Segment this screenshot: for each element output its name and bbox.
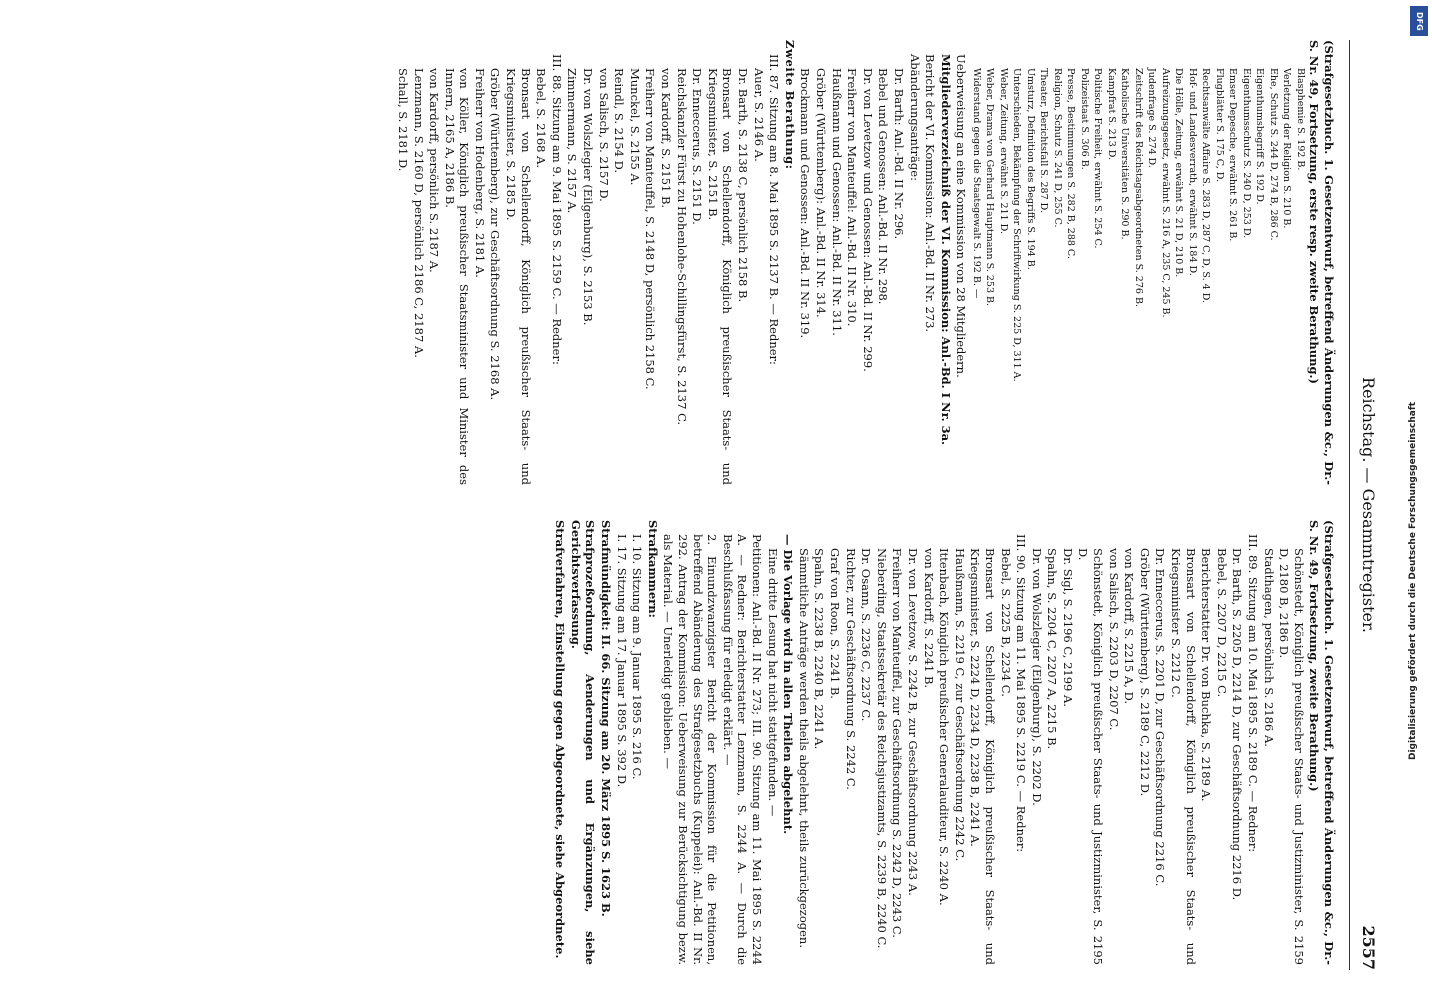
index-entry: Politische Freiheit, erwähnt S. 254 C. (1092, 68, 1104, 249)
page-number: 2557 (1359, 925, 1378, 970)
index-entry: Reichskanzler Fürst zu Hohenlohe-Schillingsfürst, S. 2137 C. (674, 68, 689, 426)
index-entry: Dr. von Levetzow, S. 2242 B, zur Geschäftsordnung 2243 A. (905, 548, 920, 896)
index-entry: Bebel, S. 2168 A. (534, 68, 549, 169)
index-entry: Schall, S. 2181 D. (395, 68, 410, 172)
index-entry: Bronsart von Schellendorff, Königlich preußischer Staats- und Kriegsminister, S. 2224 D, 2234 D, 2238 B, 2241 A. (968, 548, 997, 965)
index-entry: Bronsart von Schellendorff, Königlich preußischer Staats- und Kriegsminister, S. 2185 D. (504, 68, 533, 485)
index-entry: Eigenthumsbegriff S. 192 D. (1254, 68, 1266, 205)
index-entry: Dr. Barth, S. 2205 D, 2214 D, zur Geschäftsordnung 2216 D. (1230, 548, 1245, 901)
index-entry: Theater, Berichtsfall S. 287 D. (1038, 68, 1050, 213)
index-entry: III. 90. Sitzung am 11. Mai 1895 S. 2219 C. — Redner: (1014, 534, 1029, 853)
index-entry: Richter, zur Geschäftsordnung S. 2242 C. (843, 548, 858, 790)
index-entry: Brockmann und Genossen: Anl.-Bd. II Nr. 319. (798, 68, 813, 339)
index-entry: Bronsart von Schellendorff, Königlich preußischer Staats- und Kriegsminister, S. 2151 B. (705, 68, 735, 485)
index-entry: Nieberding, Staatssekretär des Reichsjustizamts, S. 2239 B, 2240 C. (874, 548, 889, 949)
index-entry: III. 89. Sitzung am 10. Mai 1895 S. 2189 C. — Redner: (1246, 534, 1261, 853)
index-entry: Abänderungsanträge: (907, 54, 922, 181)
index-entry: Sämmtliche Anträge werden theils abgelehnt, theils zurückgezogen. (796, 548, 811, 948)
index-entry: Strafverfahren, Einstellung gegen Abgeordnete, siehe Abgeordnete. (553, 520, 568, 959)
index-entry: (Strafgesetzbuch. 1. Gesetzentwurf, betreffend Änderungen &c., Dr.-S. Nr. 49, Fortsetzung, erste resp. zweite Berathung.) (1307, 40, 1336, 485)
index-entry: Dr. Enneccerus, S. 2201 D, zur Geschäftsordnung 2216 C. (1153, 548, 1168, 887)
index-entry: Zeitschrift des Reichstagsabgeordneten S. 276 B. (1132, 68, 1144, 307)
index-entry: Rechtsanwälte Affaire S. 283 D, 287 C, D, S. 4 D. (1200, 68, 1212, 303)
index-entry: Spahn, S. 2238 B, 2240 B, 2241 A. (812, 548, 827, 750)
index-entry: Stadthagen, persönlich S. 2186 A. (1261, 548, 1276, 747)
index-entry: Munckel, S. 2155 A. (627, 68, 642, 186)
index-entry: von Salisch, S. 2203 D, 2207 C. (1106, 548, 1121, 731)
index-entry: Emser Depesche, erwähnt S. 261 B. (1227, 68, 1239, 242)
index-entry: Blasphemie S. 192 B. (1294, 68, 1306, 171)
index-entry: Spahn, S. 2204 C, 2207 A, 2215 B. (1045, 548, 1060, 750)
index-entry: Freiherr von Manteuffel, zur Geschäftsordnung S. 2242 D, 2243 C. (890, 548, 905, 938)
index-entry: Haußmann und Genossen: Anl.-Bd. II Nr. 311. (829, 68, 844, 336)
index-entry: Ittenbach, Königlich preußischer Generalauditeur, S. 2240 A. (937, 548, 952, 906)
index-entry: Bebel und Genossen: Anl.-Bd. II Nr. 298. (876, 68, 891, 305)
index-entry: Gröber (Württemberg): Anl.-Bd. II Nr. 314. (813, 68, 828, 318)
index-entry: Dr. von Wolszlegier (Eilgenburg), S. 2153 B. (581, 68, 596, 326)
index-entry: III. 87. Sitzung am 8. Mai 1895 S. 2137 B. — Redner: (767, 54, 782, 365)
header-rule (1349, 40, 1350, 970)
index-entry: Flugblätter S. 175 C, D. (1213, 68, 1225, 183)
index-entry: Strafkammern: (645, 520, 660, 618)
index-entry: Polizeistaat S. 306 B. (1078, 68, 1090, 170)
index-entry: von Kardorff, S. 2241 B. (921, 548, 936, 689)
index-entry: Religion, Schutz S. 241 D, 255 C. (1051, 68, 1063, 228)
right-column (56, 520, 1336, 965)
digitization-credit: Digitalisierung gefördert durch die Deutsche Forschungsgemeinschaft (1408, 401, 1418, 760)
index-entry: Reindl, S. 2154 D. (612, 68, 627, 174)
index-entry: Zweite Berathung: (782, 40, 797, 170)
index-entry: Auer, S. 2146 A. (751, 68, 766, 162)
index-entry: Eine dritte Lesung hat nicht stattgefunden. — (765, 548, 780, 817)
index-entry: Unterschieden, Bekämpfung der Schriftwirkung S. 225 D, 311 A. (1011, 68, 1023, 382)
index-entry: Verletzung der Religion S. 210 B. (1281, 68, 1293, 229)
index-entry: I. 17. Sitzung am 17. Januar 1895 S. 392 D. (614, 534, 629, 788)
index-entry: Bronsart von Schellendorff, Königlich preußischer Staats- und Kriegsminister S. 2212 C. (1169, 548, 1198, 965)
index-entry: Weber, Drama von Gerhard Hauptmann S. 253 B. (984, 68, 996, 307)
digitization-sidebar (1408, 0, 1430, 1000)
index-entry: Weber, Zeitung, erwähnt S. 211 D. (997, 68, 1009, 234)
index-entry: 2. Einundzwanzigster Bericht der Kommission für die Petitionen, betreffend Abänderung des Strafgesetzbuchs (Kuppelei): Anl.-Bd. II Nr. 292. Antrag der Kommission: Ueberweisung zur Berücksichtigung bezw. als Material. — Unerledigt geblieben. — (661, 534, 720, 965)
index-entry: Die Hölle, Zeitung, erwähnt S. 21 D, 210 B. (1173, 68, 1185, 278)
index-entry: Freiherr von Hodenberg, S. 2181 A. (472, 68, 487, 278)
dfg-logo: DFG (1410, 6, 1428, 36)
index-entry: von Kardorff, S. 2215 A, D. (1122, 548, 1137, 705)
index-entry: (Strafgesetzbuch. 1. Gesetzentwurf, betreffend Änderungen &c., Dr.-S. Nr. 49, Fortsetzung, zweite Berathung.) (1307, 520, 1336, 965)
index-entry: Dr. von Levetzow und Genossen: Anl.-Bd. II Nr. 299. (860, 68, 875, 372)
index-entry: Dr. Barth, S. 2138 C, persönlich 2158 B. (736, 68, 750, 303)
index-entry: Mitgliederverzeichniß der VI. Kommission: Anl.-Bd. I Nr. 3a. (938, 54, 953, 446)
running-title: Reichstag. — Gesammtregister. (1359, 377, 1378, 633)
index-entry: Petitionen: Anl.-Bd. II Nr. 273; III. 90. Sitzung am 11. Mai 1895 S. 2244 A. — Redner: Berichterstatter Lenzmann, S. 2244 A. — Durch die Beschlußfassung für erledigt erklärt. — (720, 534, 765, 965)
index-entry: Freiherr von Manteuffel: Anl.-Bd. II Nr. 310. (845, 68, 860, 327)
index-entry: Zimmermann, S. 2157 A. (565, 68, 580, 214)
index-entry: Berichterstatter Dr. von Buchka, S. 2189 A. (1199, 548, 1214, 802)
index-entry: Aufreizungsgesetz, erwähnt S. 216 A, 235 C, 245 B. (1159, 68, 1171, 318)
index-entry: Dr. Sigl, S. 2196 C, 2199 A. (1060, 548, 1075, 707)
index-entry: Freiherr von Manteuffel, S. 2148 D, persönlich 2158 C. (643, 68, 658, 390)
index-entry: Gröber (Württemberg), zur Geschäftsordnung S. 2168 A. (488, 68, 503, 401)
index-entry: Presse, Bestimmungen S. 282 B, 288 C. (1065, 68, 1077, 259)
index-entry: Widerstand gegen die Staatsgewalt S. 192 B. — (970, 68, 982, 299)
index-entry: von Kardorff, persönlich S. 2187 A. (427, 68, 442, 273)
index-entry: von Kardorff, S. 2151 B. (659, 68, 674, 209)
index-entry: von Köller, Königlich preußischer Staatsminister und Minister des Innern, 2165 A, 2186 B. (442, 68, 472, 485)
index-entry: Kampfrat S. 213 D. (1105, 68, 1117, 161)
index-entry: Ueberweisung an eine Kommission von 28 Mitgliedern. (954, 54, 969, 378)
index-entry: Schönstedt, Königlich preußischer Staats- und Justizminister, S. 2195 D. (1076, 548, 1106, 965)
index-entry: Bebel, S. 2225 B, 2234 C. (998, 548, 1013, 697)
index-entry: Strafmündigkeit: II. 66. Sitzung am 20. März 1895 S. 1623 B. (599, 520, 614, 917)
index-entry: Gröber (Württemberg), S. 2189 C, 2212 D. (1137, 548, 1152, 797)
index-entry: Graf von Roon, S. 2241 B. (828, 548, 842, 699)
index-entry: Schönstedt, Königlich preußischer Staats- und Justizminister, S. 2159 D, 2180 B, 2186 D. (1277, 548, 1306, 965)
index-entry: Dr. Osann, S. 2236 C, 2237 C. (859, 548, 874, 722)
index-entry: I. 10. Sitzung am 9. Januar 1895 S. 216 C. (630, 534, 645, 780)
index-entry: Ehe, Schutz S. 244 D, 274 B, 286 C. (1267, 68, 1279, 241)
index-entry: Strafprozeßordnung, Aenderungen und Ergänzungen, siehe Gerichtsverfassung. (568, 520, 598, 965)
page-header (1352, 40, 1378, 970)
index-entry: Dr. von Wolszlegier (Eilgenburg), S. 2202 D. (1029, 548, 1044, 806)
index-entry: Dr. Barth: Anl.-Bd. II Nr. 296. (891, 68, 906, 240)
index-entry: Judenfrage S. 274 D. (1146, 68, 1158, 168)
index-entry: Bericht der VI. Kommission: Anl.-Bd. II Nr. 273. (923, 54, 938, 333)
index-entry: Dr. Enneccerus, S. 2151 D. (690, 68, 705, 225)
index-entry: Umsturz, Definition des Begriffs S. 194 B. (1024, 68, 1036, 270)
index-entry: Haußmann, S. 2219 C, zur Geschäftsordnung 2242 C. (952, 548, 967, 862)
index-entry: Eigenthumsschutz S. 240 D, 253 D. (1240, 68, 1252, 239)
index-entry: Hof- und Landesverrath, erwähnt S. 184 D. (1186, 68, 1198, 276)
index-entry: Lenzmann, S. 2160 D, persönlich 2186 C, 2187 A. (411, 68, 426, 358)
left-column (395, 40, 1336, 485)
index-entry: Bebel, S. 2207 D, 2215 C. (1214, 548, 1229, 698)
index-entry: — Die Vorlage wird in allen Theilen abgelehnt. (781, 534, 796, 835)
index-entry: von Salisch, S. 2157 D. (596, 68, 611, 202)
index-entry: III. 88. Sitzung am 9. Mai 1895 S. 2159 C. — Redner: (549, 54, 564, 365)
index-entry: Katholische Universitäten S. 290 B. (1119, 68, 1131, 240)
